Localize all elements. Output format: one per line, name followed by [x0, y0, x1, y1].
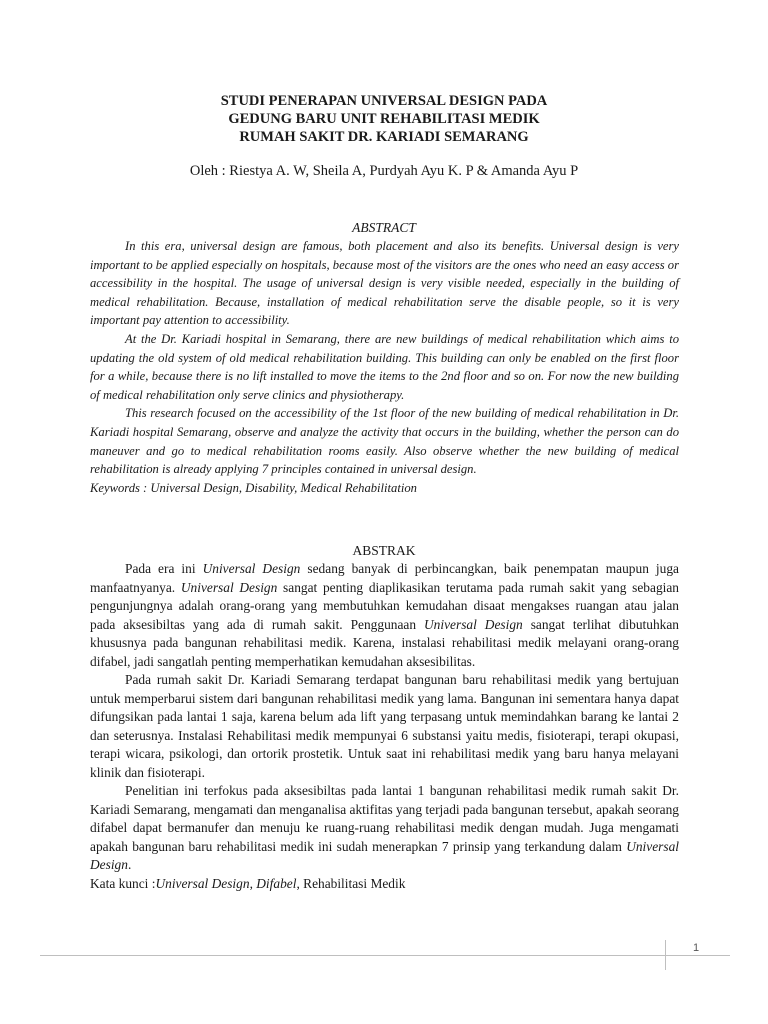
abstrak-paragraph-2: Pada rumah sakit Dr. Kariadi Semarang terdapat bangunan baru rehabilitasi medik yang bertujuan untuk memperbarui sistem dari bangunan rehabilitasi medik yang lama. Bangunan ini sementara hanya dapat difungsikan pada lantai 1 saja, karena belum ada lift yang terpasang untuk memindahkan barang ke lantai 2 dan seterusnya. Instalasi Rehabilitasi medik mempunyai 6 substansi yaitu medis, fisioterapi, terapi okupasi, terapi wicara, psikologi, dan ortorik prostetik. Untuk saat ini rehabilitasi medik yang baru hanya melayani klinik dan fisioterapi. — [90, 672, 679, 780]
abstract-english — [90, 237, 679, 497]
abstrak-p1-italic-2: Universal Design — [180, 579, 278, 595]
abstrak-p1-text-4: sangat terlihat dibutuhkan khususnya pada bangunan rehabilitasi medik. Karena, instalasi rehabilitasi medik melayani orang-orang difabel, jadi sangatlah penting memperhatikan kemudahan aksesibilitas. — [90, 616, 679, 669]
page-number: 1 — [692, 942, 700, 954]
abstract-paragraph-2: At the Dr. Kariadi hospital in Semarang, there are new buildings of medical rehabilitation which aims to updating the old system of old medical rehabilitation building. This building can only be enabled on the first floor for a while, because there is no lift installed to move the items to the 2nd floor and so on. For now the new building of medical rehabilitation only serve clinics and physiotherapy. — [90, 331, 679, 402]
abstrak-paragraph-1 — [90, 560, 679, 671]
abstrak-indonesian — [90, 560, 679, 893]
keyword-1: Universal Design — [155, 875, 250, 891]
title-line-3: RUMAH SAKIT DR. KARIADI SEMARANG — [239, 129, 529, 145]
footer-rule — [40, 955, 730, 956]
keywords-label: Kata kunci : — [90, 875, 156, 891]
keyword-separator: , — [249, 875, 257, 891]
keyword-3: , Rehabilitasi Medik — [296, 875, 406, 891]
abstrak-p3-italic-1: Universal Design — [90, 838, 679, 872]
abstract-paragraph-3: This research focused on the accessibility of the 1st floor of the new building of medical rehabilitation in Dr. Kariadi hospital Semarang, observe and analyze the activity that occurs in the building, whether the person can do maneuver and go to medical rehabilitation rooms easily. Also observe whether the new building of medical rehabilitation is already applying 7 principles contained in universal design. — [90, 406, 679, 477]
abstrak-p3-text-1: Penelitian ini terfokus pada aksesibiltas pada lantai 1 bangunan rehabilitasi medik rumah sakit Dr. Kariadi Semarang, mengamati dan menganalisa aktifitas yang terjadi pada bangunan tersebut, apakah seorang difabel dapat bermanufer dan menuju ke ruang-ruang rehabilitasi medik dengan mudah. Juga mengamati apakah bangunan baru rehabilitasi medik ini sudah menerapkan 7 prinsip yang terkandung dalam — [90, 783, 679, 854]
paper-title — [0, 92, 768, 146]
abstrak-p3-text-2: . — [127, 857, 132, 872]
abstrak-p1-text-2: sedang banyak di perbincangkan, baik penempatan maupun juga manfaatnyanya. — [90, 561, 679, 595]
abstrak-heading: ABSTRAK — [352, 543, 416, 558]
authors-line: Oleh : Riestya A. W, Sheila A, Purdyah Ayu K. P & Amanda Ayu P — [189, 163, 579, 179]
title-line-1: STUDI PENERAPAN UNIVERSAL DESIGN PADA — [220, 93, 548, 109]
abstrak-p1-italic-1: Universal Design — [202, 561, 301, 576]
abstrak-keywords — [90, 875, 679, 894]
abstract-paragraph-1: In this era, universal design are famous, both placement and also its benefits. Universal design is very important to be applied especially on hospitals, because most of the visitors are the ones who need an easy access or accessibility in the hospital. The usage of universal design is very visible needed, especially in the building of medical rehabilitation. Because, installation of medical rehabilitation serve the disable people, so it is very important pay attention to accessibility. — [90, 239, 679, 328]
abstract-keywords: Keywords : Universal Design, Disability, Medical Rehabilitation — [90, 480, 417, 495]
abstrak-p1-text-1: Pada era ini — [125, 561, 203, 576]
abstrak-paragraph-3 — [90, 782, 679, 875]
title-line-2: GEDUNG BARU UNIT REHABILITASI MEDIK — [228, 111, 540, 127]
abstrak-p1-italic-3: Universal Design — [424, 616, 523, 632]
keyword-2: Difabel — [256, 875, 297, 891]
abstract-heading: ABSTRACT — [352, 220, 416, 235]
abstrak-p1-text-3: sangat penting diaplikasikan terutama pada rumah sakit yang sebagian pengunjungnya adalah orang-orang yang membutuhkan kemudahan disaat mengakses ruangan atau jalan pada aksesibiltas yang ada di rumah sakit. Penggunaan — [90, 579, 679, 632]
